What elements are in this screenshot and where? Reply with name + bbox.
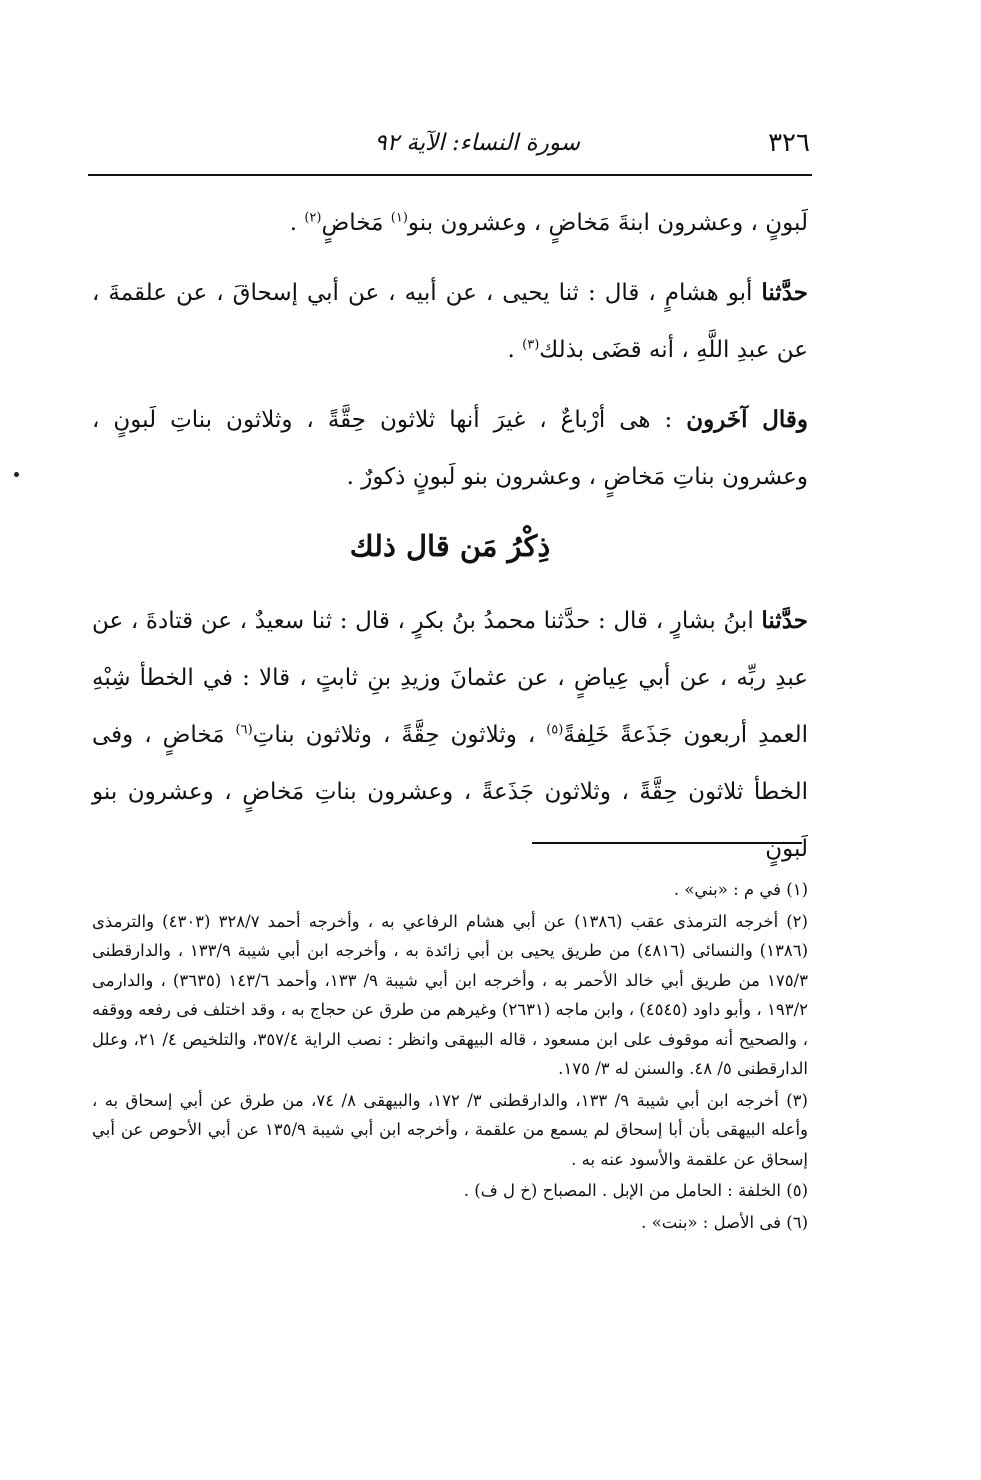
- main-text: [92, 195, 808, 890]
- page-header: [90, 128, 810, 164]
- paragraph-2: [92, 264, 808, 379]
- footnote-rule: [532, 842, 802, 844]
- footnote-3: (٣) أخرجه ابن أبي شيبة ٩/ ١٣٣، والدارقطنى ٣/ ١٧٢، والبيهقى ٨/ ٧٤، من طرق عن أبي إسحاق به ، وأعله البيهقى بأن أبا إسحاق لم يسمع من علقمة ، وأخرجه ابن أبي شيبة ١٣٥/٩ عن أبي الأحوص عن أبي إسحاق عن علقمة والأسود عنه به .: [92, 1090, 808, 1169]
- paragraph-4-text-a: ابنُ بشارٍ ، قال : حدَّثنا محمدُ بنُ بكرٍ ، قال : ثنا سعيدٌ ، عن قتادةَ ، عن عبدِ ربِّه ، عن أبي عِياضٍ ، عن عثمانَ وزيدِ بنِ ثابتٍ ، قالا : في الخطأ شِبْهِ العمدِ أربعون جَذَعةً خَلِفةً: [92, 608, 808, 748]
- section-heading: ذِكْرُ مَن قال ذلك: [349, 529, 551, 563]
- paragraph-1-text-c: .: [289, 210, 305, 236]
- paragraph-4-lead: حدَّثنا: [761, 607, 808, 634]
- paragraph-2-lead: حدَّثنا: [761, 279, 808, 306]
- paragraph-1: [92, 195, 808, 252]
- paragraph-2-text-b: .: [507, 337, 523, 363]
- paragraph-4-text-c: مَخاضٍ ، وفى الخطأ ثلاثون حِقَّةً ، وثلاثون جَذَعةً ، وعشرون بناتِ مَخاضٍ ، وعشرون بنو لَبونٍ: [92, 722, 808, 862]
- header-rule: [88, 174, 812, 176]
- footnote-ref-5[interactable]: (٥): [546, 722, 564, 738]
- footnote-ref-3[interactable]: (٣): [522, 337, 540, 353]
- paragraph-4-text-b: ، وثلاثون حِقَّةً ، وثلاثون بناتِ: [252, 722, 547, 748]
- footnote-1: (١) في م : «بني» .: [673, 880, 808, 899]
- paragraph-1-text-b: مَخاضٍ: [321, 210, 391, 236]
- footnote-2: (٢) أخرجه الترمذى عقب (١٣٨٦) عن أبي هشام الرفاعي به ، وأخرجه أحمد ٣٢٨/٧ (٤٣٠٣) والترمذى (١٣٨٦) والنسائى (٤٨١٦) من طريق يحيى بن أبي زائدة به ، وأخرجه ابن أبي شيبة ١٣٣/٩ ، والدارقطنى ١٧٥/٣ من طريق أبي خالد الأحمر به ، وأخرجه ابن أبي شيبة ٩/ ١٣٣، وأحمد ١٤٣/٦ (٣٦٣٥) ، والدارمى ١٩٣/٢ ، وأبو داود (٤٥٤٥) ، وابن ماجه (٢٦٣١) وغيرهم من طرق عن حجاج به ، وقد اختلف فى رفعه ووقفه ، والصحيح أنه موقوف على ابن مسعود ، قاله البيهقى وانظر : نصب الراية ٣٥٧/٤، والتلخيص ٤/ ٢١، وعلل الدارقطنى ٥/ ٤٨. والسنن له ٣/ ١٧٥.: [92, 911, 809, 1078]
- footnote-ref-2[interactable]: (٢): [304, 210, 322, 226]
- paragraph-4: [92, 592, 808, 878]
- paragraph-3: [92, 391, 808, 506]
- stray-mark: [14, 472, 19, 477]
- page-number: ٣٢٦: [768, 128, 810, 158]
- paragraph-2-text-a: أبو هشامٍ ، قال : ثنا يحيى ، عن أبيه ، عن أبي إسحاقَ ، عن علقمةَ ، عن عبدِ اللَّهِ ، أنه قضَى بذلك: [92, 280, 808, 363]
- running-title: سورة النساء: الآية ٩٢: [374, 130, 580, 156]
- footnote-6: (٦) فى الأصل : «بنت» .: [641, 1212, 808, 1232]
- footnote-ref-1[interactable]: (١): [390, 210, 408, 226]
- paragraph-3-lead: وقال آخَرون: [686, 406, 808, 433]
- footnote-5: (٥) الخلفة : الحامل من الإبل . المصباح (خ ل ف) .: [463, 1181, 808, 1200]
- paragraph-3-text-a: : هى أرْباعٌ ، غيرَ أنها ثلاثون حِقَّةً ، وثلاثون بناتِ لَبونٍ ، وعشرون بناتِ مَخاضٍ ، وعشرون بنو لَبونٍ ذكورٌ .: [92, 407, 808, 490]
- footnote-ref-6[interactable]: (٦): [235, 722, 253, 738]
- paragraph-1-text-a: لَبونٍ ، وعشرون ابنةَ مَخاضٍ ، وعشرون بنو: [407, 210, 808, 236]
- footnotes: [92, 875, 808, 1239]
